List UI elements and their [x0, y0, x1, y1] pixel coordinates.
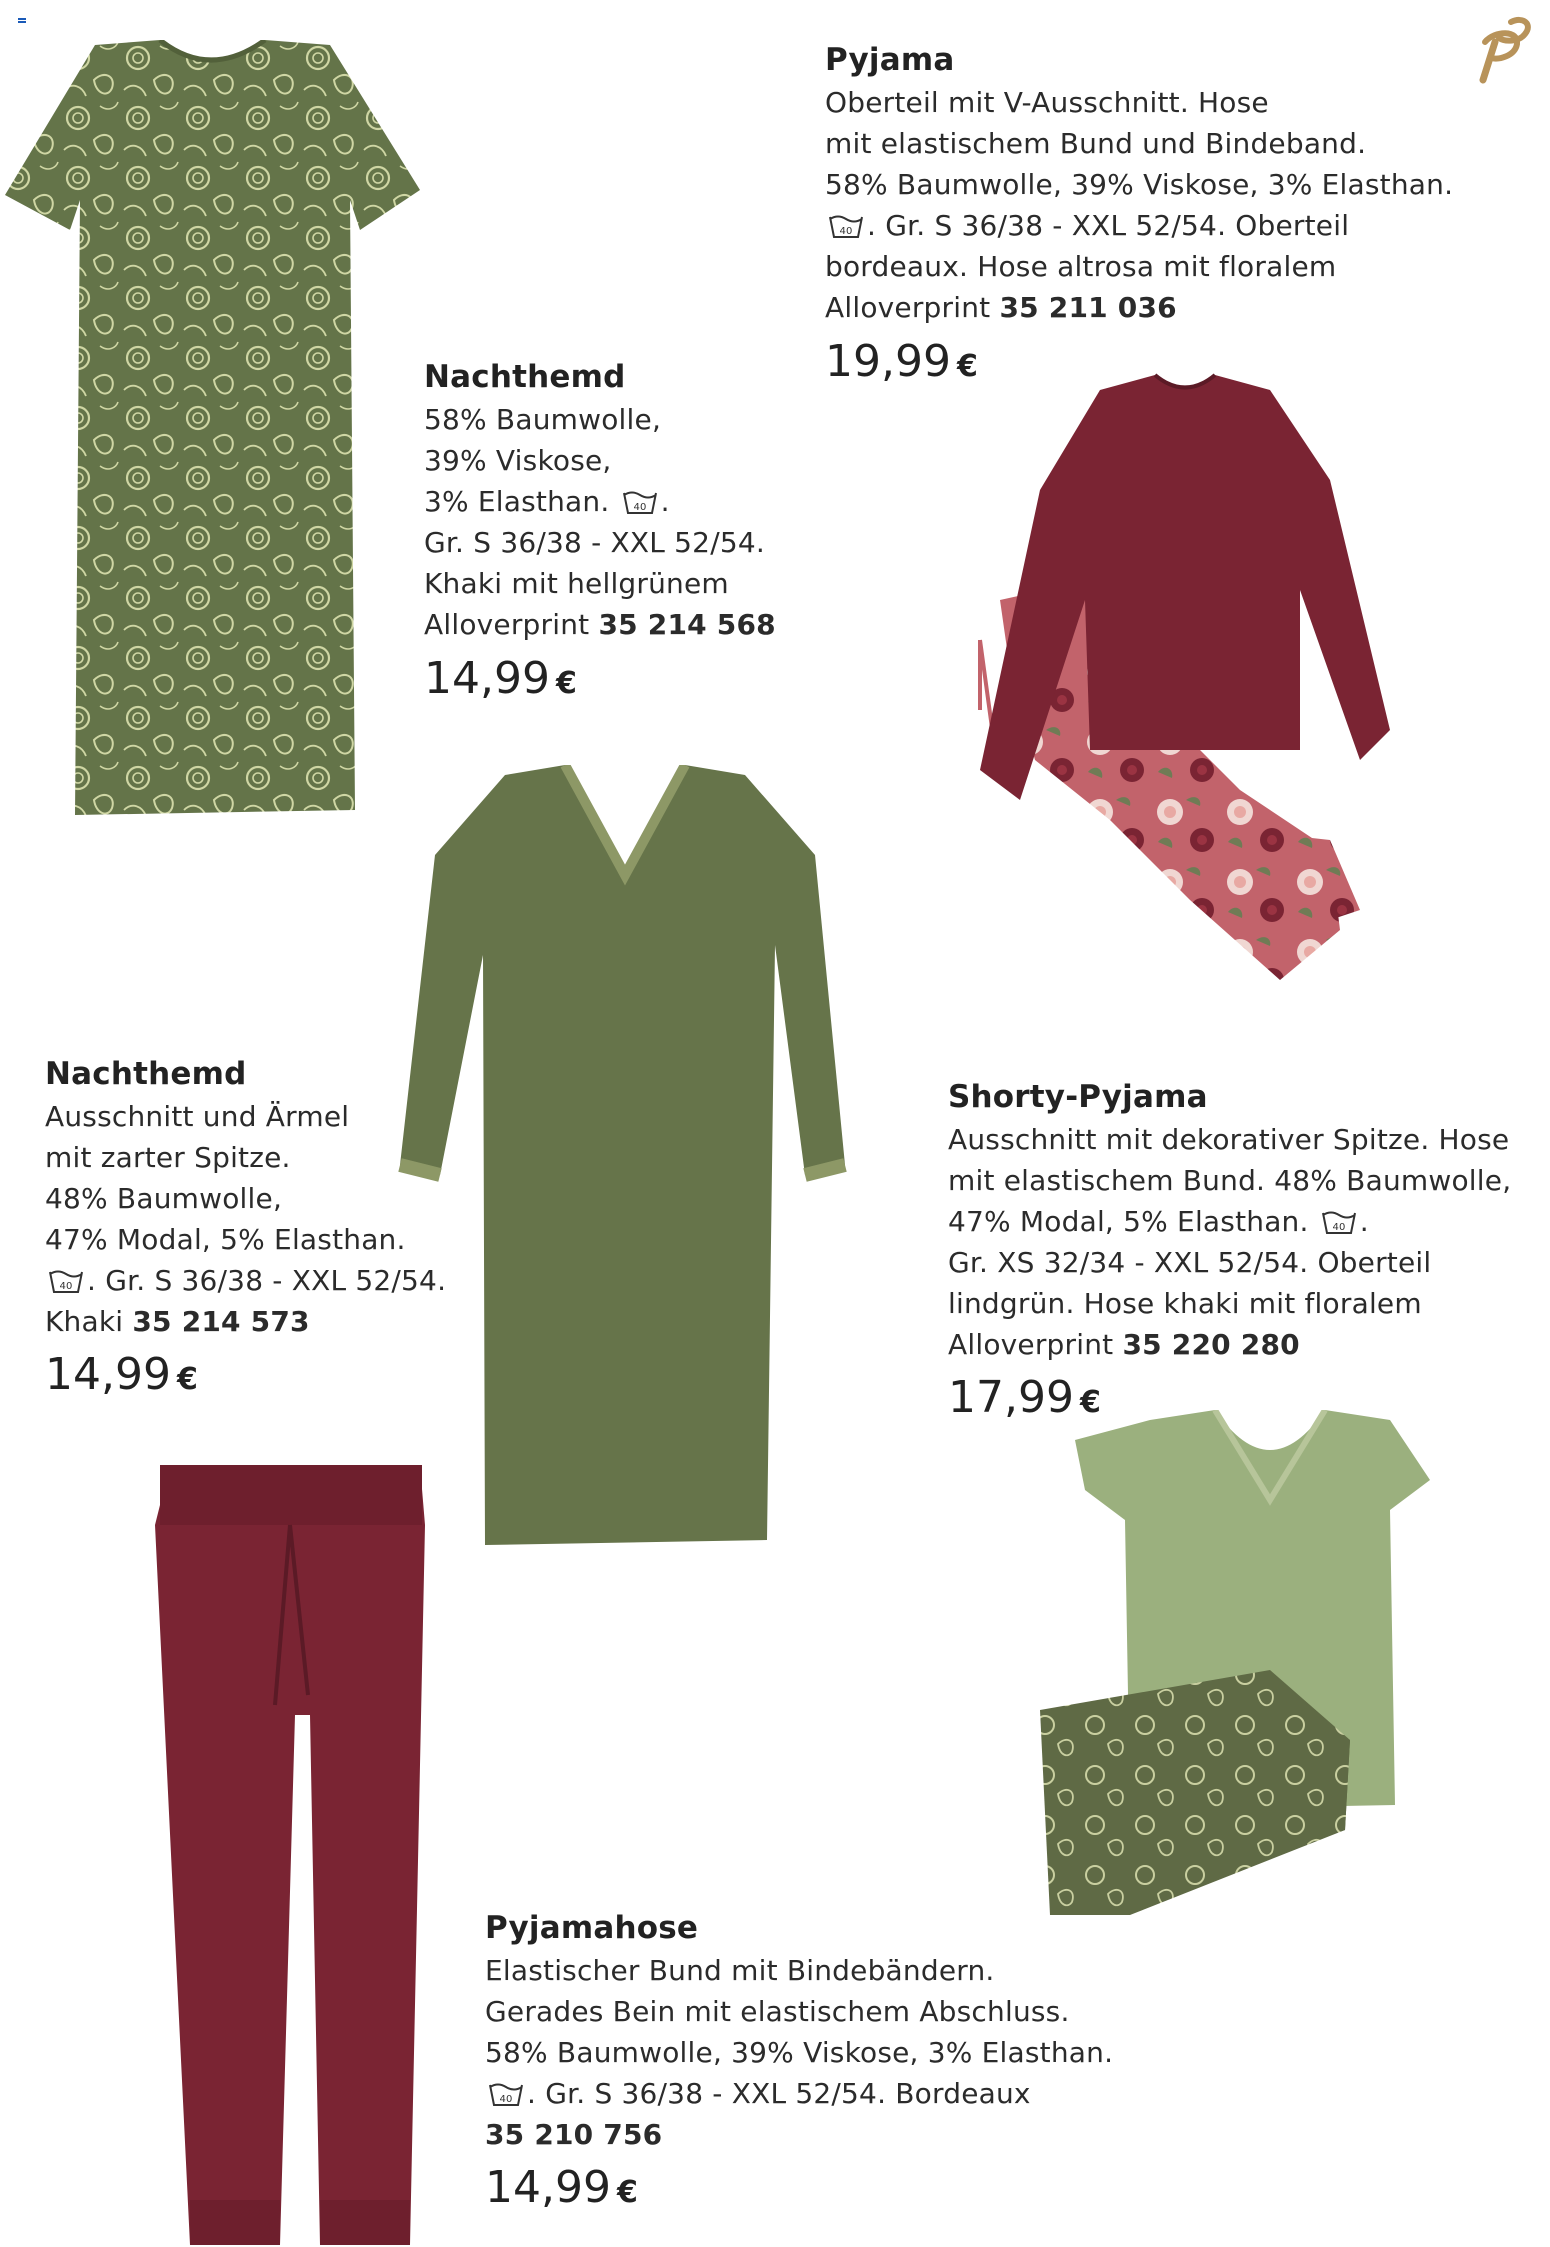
product-title: Shorty-Pyjama — [948, 1079, 1208, 1115]
price-pyjamahose: 14,99 € — [485, 2162, 638, 2213]
shorty-pyjama-image — [1030, 1410, 1450, 1930]
product-nachthemd-khaki: Nachthemd Ausschnitt und Ärmel mit zarter Spitze. 48% Baumwolle, 47% Modal, 5% Elasthan. 40 . Gr. S 36/38 - XXL 52/54. Khaki 35 214 573 — [45, 1052, 446, 1342]
product-pyjamahose: Pyjamahose Elastischer Bund mit Bindebändern. Gerades Bein mit elastischem Abschluss. 58% Baumwolle, 39% Viskose, 3% Elasthan. 40 . Gr. S 36/38 - XXL 52/54. Bordeaux 35 210 756 — [485, 1906, 1113, 2155]
price-shorty-pyjama: 17,99 € — [948, 1372, 1101, 1423]
price-nachthemd-khaki: 14,99 € — [45, 1349, 198, 1400]
product-shorty-pyjama: Shorty-Pyjama Ausschnitt mit dekorativer Spitze. Hose mit elastischem Bund. 48% Baumwolle, 47% Modal, 5% Elasthan. 40 . Gr. XS 32/34 - XXL 52/54. Oberteil lindgrün. Hose khaki mit floralem Alloverprint 35 220 280 — [948, 1075, 1511, 1365]
article-number: 35 214 568 — [598, 608, 776, 641]
article-number: 35 220 280 — [1122, 1328, 1300, 1361]
pyjama-image — [940, 370, 1400, 1000]
wash-40-icon — [623, 489, 657, 515]
wash-40-icon — [489, 2081, 523, 2107]
article-number: 35 214 573 — [132, 1305, 310, 1338]
product-title: Nachthemd — [45, 1056, 247, 1092]
nachthemd-khaki-image — [395, 765, 855, 1545]
tchibo-logo-icon — [1465, 12, 1537, 84]
pyjamahose-image — [150, 1465, 430, 2245]
product-title: Pyjama — [825, 42, 955, 78]
wash-40-icon — [829, 213, 863, 239]
price-pyjama: 19,99 € — [825, 336, 978, 387]
svg-text:40: 40 — [633, 502, 647, 513]
svg-text:40: 40 — [499, 2094, 513, 2105]
product-title: Nachthemd — [424, 359, 626, 395]
product-nachthemd-floral: Nachthemd 58% Baumwolle, 39% Viskose, 3% Elasthan. 40 . Gr. S 36/38 - XXL 52/54. Khaki mit hellgrünem Alloverprint 35 214 568 — [424, 355, 776, 645]
menu-icon[interactable] — [18, 18, 26, 24]
svg-text:40: 40 — [839, 226, 853, 237]
article-number: 35 210 756 — [485, 2118, 663, 2151]
svg-text:40: 40 — [1332, 1222, 1346, 1233]
price-nachthemd-floral: 14,99 € — [424, 653, 577, 704]
product-pyjama: Pyjama Oberteil mit V-Ausschnitt. Hose mit elastischem Bund und Bindeband. 58% Baumwolle, 39% Viskose, 3% Elasthan. 40 . Gr. S 36/38 - XXL 52/54. Oberteil bordeaux. Hose altrosa mit floralem Alloverprint 35 211 036 — [825, 38, 1453, 328]
svg-text:40: 40 — [59, 1281, 73, 1292]
article-number: 35 211 036 — [999, 291, 1177, 324]
wash-40-icon — [1322, 1209, 1356, 1235]
wash-40-icon — [49, 1268, 83, 1294]
product-title: Pyjamahose — [485, 1910, 699, 1946]
nachthemd-floral-image — [0, 40, 430, 820]
